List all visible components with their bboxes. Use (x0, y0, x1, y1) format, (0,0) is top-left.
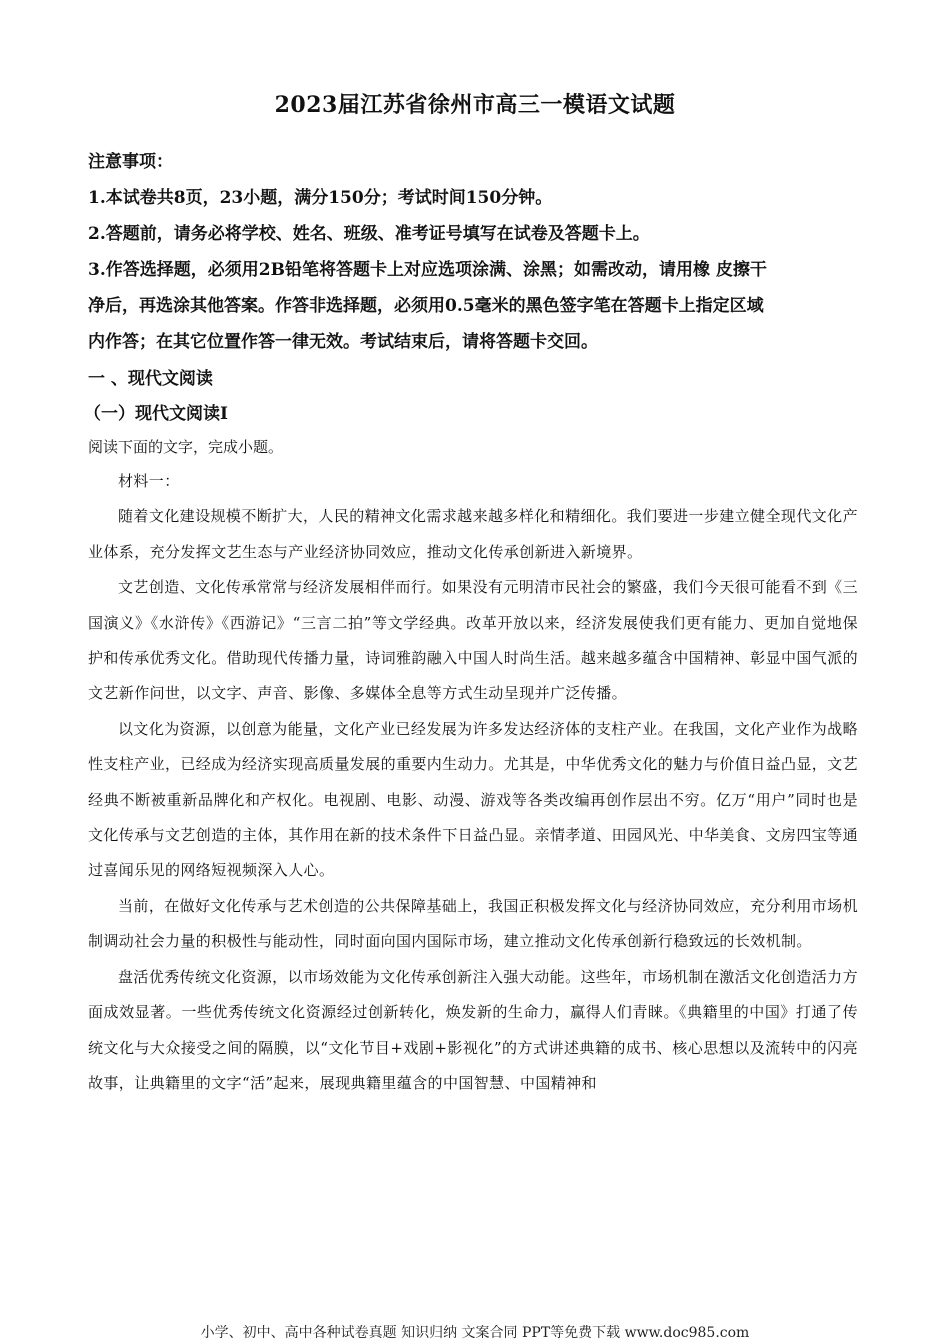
notice-item-3-line-1: 3.作答选择题，必须用2B铅笔将答题卡上对应选项涂满、涂黑；如需改动，请用橡 皮擦干 (88, 260, 767, 280)
reading-instruction: 阅读下面的文字，完成小题。 (88, 438, 284, 456)
material-paragraph-5: 盘活优秀传统文化资源，以市场效能为文化传承创新注入强大动能。这些年，市场机制在激活文化创造活力方面成效显著。一些优秀传统文化资源经过创新转化，焕发新的生命力，赢得人们青睐。《典籍里的中国》打通了传统文化与大众接受之间的隔膜，以“文化节目+戏剧+影视化”的方式讲述典籍的成书、核心思想以及流转中的闪亮故事，让典籍里的文字“活”起来，展现典籍里蕴含的中国智慧、中国精神和 (88, 967, 858, 1092)
material-paragraph-4: 当前，在做好文化传承与艺术创造的公共保障基础上，我国正积极发挥文化与经济协同效应，充分利用市场机制调动社会力量的积极性与能动性，同时面向国内国际市场，建立推动文化传承创新行稳致远的长效机制。 (88, 896, 858, 951)
notice-item-2: 2.答题前，请务必将学校、姓名、班级、准考证号填写在试卷及答题卡上。 (88, 224, 650, 244)
section-heading: 一 、现代文阅读 (88, 369, 213, 389)
notice-item-3-line-2: 净后，再选涂其他答案。作答非选择题，必须用0.5毫米的黑色签字笔在答题卡上指定区域 (88, 296, 764, 316)
material-label: 材料一： (118, 472, 180, 490)
material-paragraph-2: 文艺创造、文化传承常常与经济发展相伴而行。如果没有元明清市民社会的繁盛，我们今天很可能看不到《三国演义》《水浒传》《西游记》“三言二拍”等文学经典。改革开放以来，经济发展使我们更有能力、更加自觉地保护和传承优秀文化。借助现代传播力量，诗词雅韵融入中国人时尚生活。越来越多蕴含中国精神、彰显中国气派的文艺新作问世，以文字、声音、影像、多媒体全息等方式生动呈现并广泛传播。 (88, 578, 859, 703)
notice-heading: 注意事项： (88, 152, 173, 172)
subsection-heading: （一）现代文阅读Ⅰ (84, 404, 228, 424)
material-text (88, 464, 858, 1101)
material-paragraph-1: 随着文化建设规模不断扩大，人民的精神文化需求越来越多样化和精细化。我们要进一步建立健全现代文化产业体系，充分发挥文艺生态与产业经济协同效应，推动文化传承创新进入新境界。 (88, 507, 858, 561)
notice-block (88, 144, 858, 360)
notice-item-1: 1.本试卷共8页，23小题，满分150分；考试时间150分钟。 (88, 188, 553, 208)
page-title: 2023届江苏省徐州市高三一模语文试题 (274, 92, 676, 118)
material-paragraph-3: 以文化为资源，以创意为能量，文化产业已经发展为许多发达经济体的支柱产业。在我国，文化产业作为战略性支柱产业，已经成为经济实现高质量发展的重要内生动力。尤其是，中华优秀文化的魅力与价值日益凸显，文艺经典不断被重新品牌化和产权化。电视剧、电影、动漫、游戏等各类改编再创作层出不穷。亿万“用户”同时也是文化传承与文艺创造的主体，其作用在新的技术条件下日益凸显。亲情孝道、田园风光、中华美食、文房四宝等通过喜闻乐见的网络短视频深入人心。 (88, 719, 859, 880)
page-footer: 小学、初中、高中各种试卷真题 知识归纳 文案合同 PPT等免费下载 www.doc985.com (200, 1325, 750, 1341)
notice-item-3-line-3: 内作答；在其它位置作答一律无效。考试结束后，请将答题卡交回。 (88, 332, 598, 352)
